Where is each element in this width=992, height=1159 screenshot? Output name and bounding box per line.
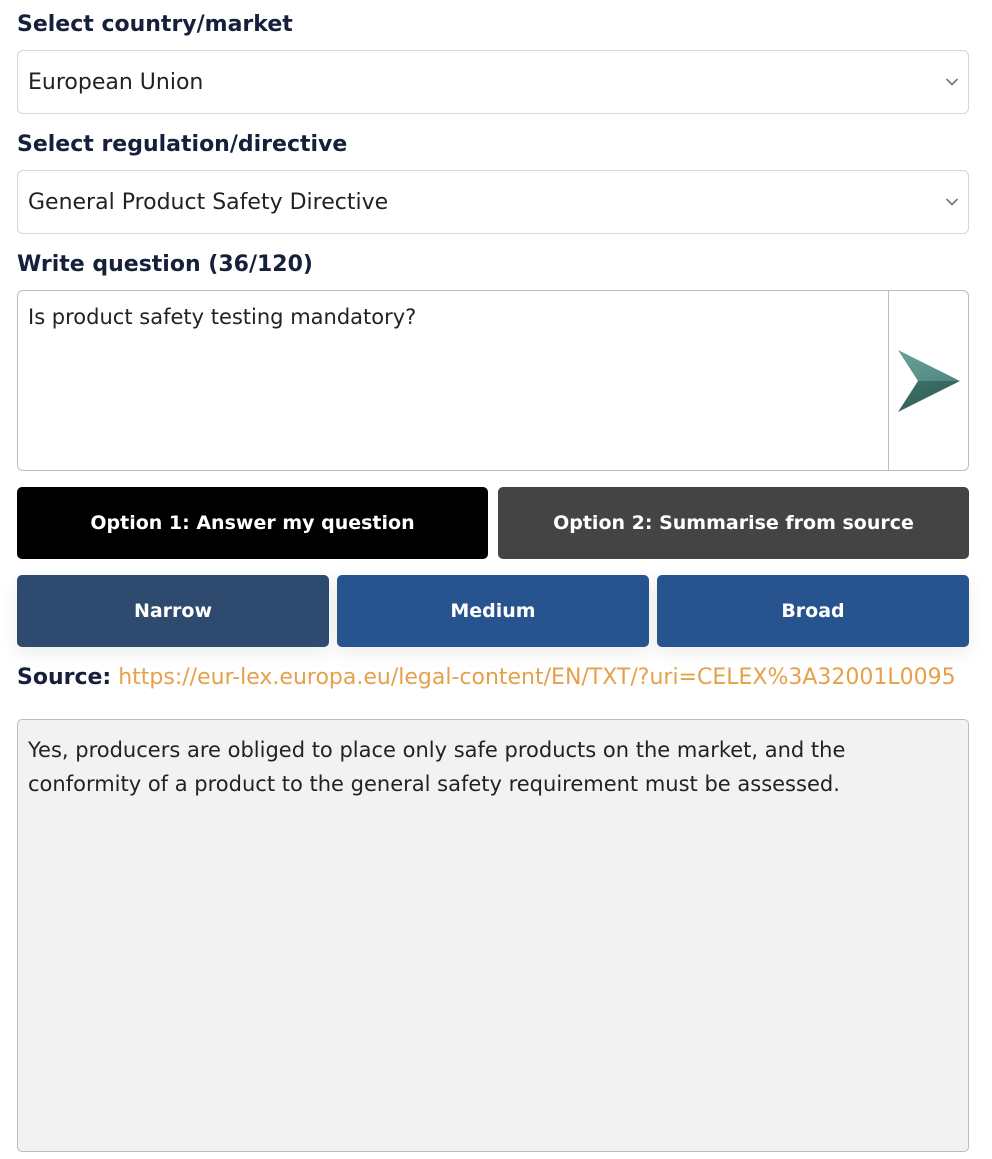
regulation-select[interactable] <box>17 170 969 234</box>
chevron-down-icon <box>946 78 958 86</box>
send-button[interactable] <box>889 291 969 470</box>
regulation-label: Select regulation/directive <box>17 132 348 157</box>
scope-narrow-button[interactable]: Narrow <box>17 575 329 647</box>
regulation-select-value: General Product Safety Directive <box>28 189 389 215</box>
send-arrow-icon <box>896 348 962 414</box>
question-label: Write question (36/120) <box>17 252 313 277</box>
chevron-down-icon <box>946 198 958 206</box>
country-label: Select country/market <box>17 12 293 37</box>
source-label: Source: <box>17 665 112 690</box>
question-input[interactable] <box>18 291 889 470</box>
question-container <box>17 290 969 471</box>
source-row <box>17 665 956 690</box>
option2-summarise-button[interactable]: Option 2: Summarise from source <box>498 487 969 559</box>
scope-medium-button[interactable]: Medium <box>337 575 649 647</box>
country-select-value: European Union <box>28 69 204 95</box>
source-link[interactable]: https://eur-lex.europa.eu/legal-content/EN/TXT/?uri=CELEX%3A32001L0095 <box>118 665 956 690</box>
answer-text: Yes, producers are obliged to place only safe products on the market, and the conformity of a product to the general safety requirement must be assessed. <box>28 738 846 796</box>
option1-answer-button[interactable]: Option 1: Answer my question <box>17 487 488 559</box>
answer-output <box>17 719 969 1152</box>
scope-broad-button[interactable]: Broad <box>657 575 969 647</box>
country-select[interactable] <box>17 50 969 114</box>
